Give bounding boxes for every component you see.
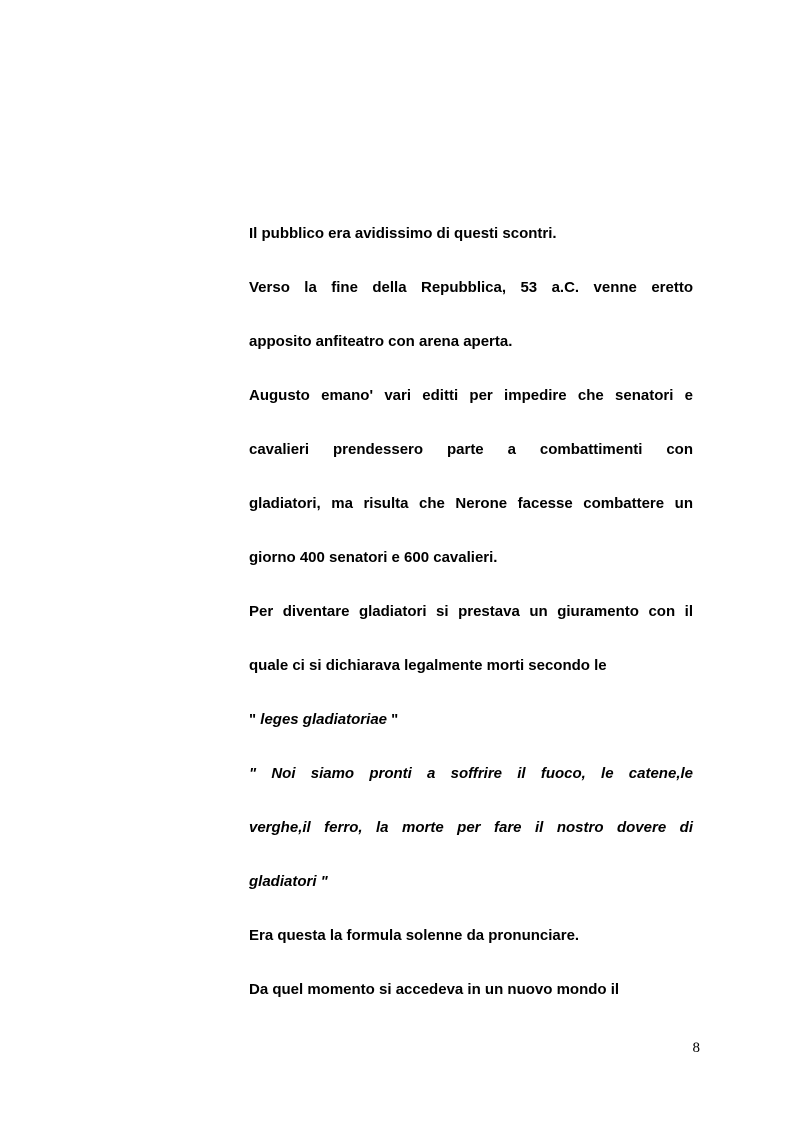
leges-gladiatoriae-line (249, 706, 693, 733)
page-number: 8 (692, 1040, 700, 1056)
text-line-9: quale ci si dichiarava legalmente morti secondo le (249, 657, 607, 674)
leges-open-quote: " (249, 711, 261, 728)
oath-line-1: " Noi siamo pronti a soffrire il fuoco, le catene,le (249, 765, 693, 782)
text-line-1: Il pubblico era avidissimo di questi scontri. (249, 225, 557, 242)
text-line-7: giorno 400 senatori e 600 cavalieri. (249, 549, 498, 566)
closing-line-2: Da quel momento si accedeva in un nuovo mondo il (249, 981, 620, 998)
leges-title: leges gladiatoriae (260, 711, 387, 728)
closing-line-1: Era questa la formula solenne da pronunciare. (249, 927, 580, 944)
oath-line-2: verghe,il ferro, la morte per fare il nostro dovere di (249, 819, 693, 836)
text-line-4: Augusto emano' vari editti per impedire che senatori e (249, 387, 693, 404)
text-line-5: cavalieri prendessero parte a combattimenti con (249, 441, 693, 458)
text-line-2: Verso la fine della Repubblica, 53 a.C. venne eretto (249, 279, 693, 296)
oath-line-3: gladiatori " (249, 873, 328, 890)
text-line-3: apposito anfiteatro con arena aperta. (249, 333, 513, 350)
text-line-8: Per diventare gladiatori si prestava un giuramento con il (249, 603, 693, 620)
leges-close-quote: " (387, 711, 399, 728)
body-text (249, 220, 693, 1003)
text-line-6: gladiatori, ma risulta che Nerone facesse combattere un (249, 495, 693, 512)
